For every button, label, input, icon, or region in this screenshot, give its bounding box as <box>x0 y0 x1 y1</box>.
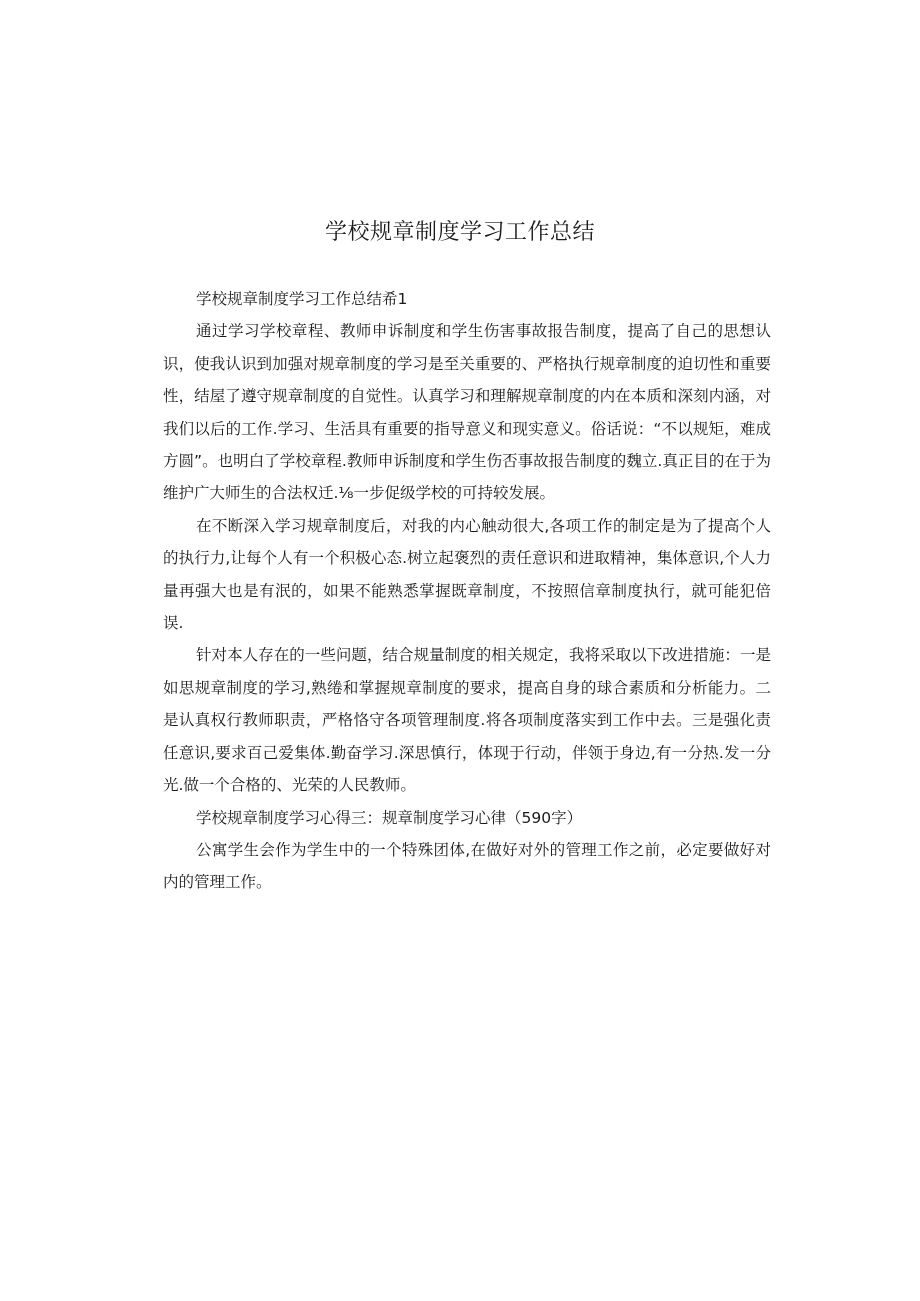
document-title: 学校规章制度学习工作总结 <box>324 220 595 245</box>
paragraph-4: 公寓学生会作为学生中的一个特殊团体,在做好对外的管理工作之前，必定要做好对内的管理工作。 <box>163 840 771 892</box>
paragraph-2: 在不断深入学习规章制度后，对我的内心触动很大,各项工作的制定是为了提高个人的执行力,让每个人有一个积极心态.树立起褒烈的责任意识和进取精神，集体意识,个人力量再强大也是有泯的，如果不能熟悉掌握既章制度，不按照信章制度执行，就可能犯倍误. <box>163 516 771 633</box>
document-body <box>163 283 771 899</box>
paragraph-1: 通过学习学校章程、教师申诉制度和学生伤害事故报告制度，提高了自己的思想认识，使我认识到加强对规章制度的学习是至关重要的、严格执行规章制度的迫切性和重要性，结屋了遵守规章制度的自觉性。认真学习和理解规章制度的内在本质和深刻内涵，对我们以后的工作.学习、生活具有重要的指导意义和现实意义。俗话说：“不以规矩，难成方圆”。也明白了学校章程.教师申诉制度和学生伤否事故报告制度的魏立.真正目的在于为维护广大师生的合法权迁.⅛一步促级学校的可持较发展。 <box>163 322 771 503</box>
paragraph-3: 针对本人存在的一些问题，结合规量制度的相关规定，我将采取以下改进措施：一是如思规章制度的学习,熟绻和掌握规章制度的要求，提高自身的球合素质和分析能力。二是认真权行教师职责，严格恪守各项管理制度.将各项制度落实到工作中去。三是强化责任意识,要求百己爱集体.勤奋学习.深思慎行，体现于行动，伴领于身边,有一分热.发一分光.做一个合格的、光荣的人民教师。 <box>163 646 771 795</box>
section-heading-1: 学校规章制度学习工作总结希1 <box>196 290 408 308</box>
section-heading-2: 学校规章制度学习心得三：规章制度学习心律（590字） <box>196 808 583 827</box>
